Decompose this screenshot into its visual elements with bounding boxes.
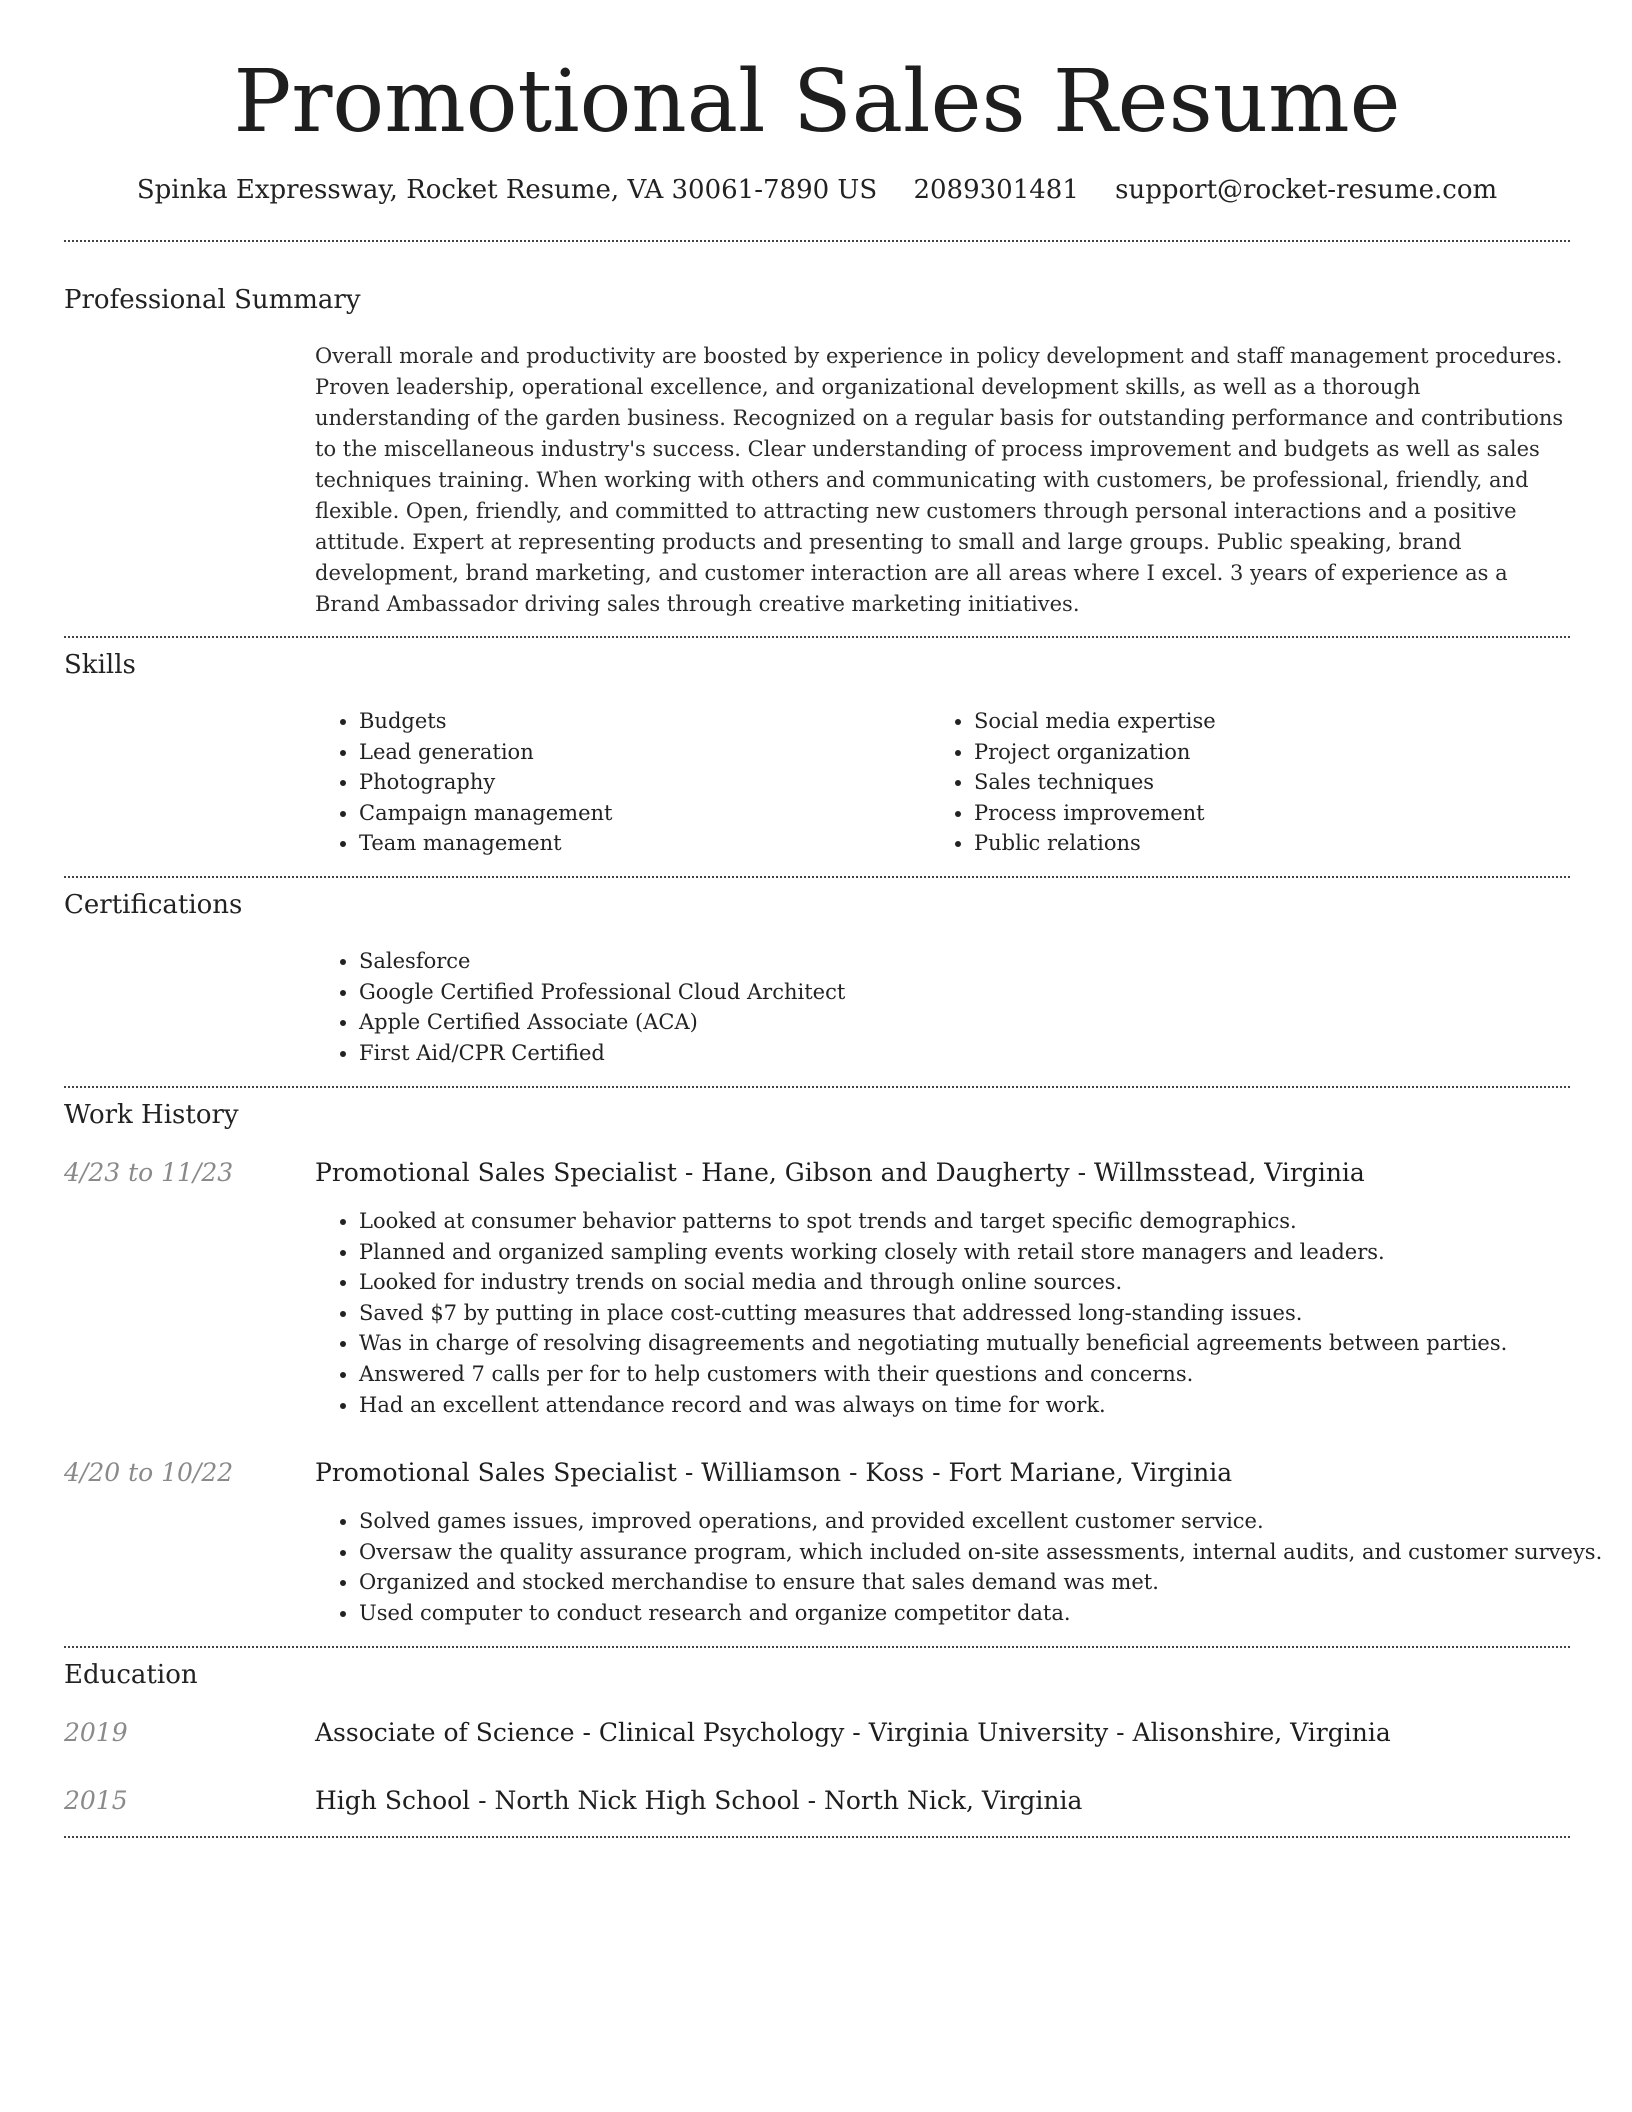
- job-title: Promotional Sales Specialist - Williamson - Koss - Fort Mariane, Virginia: [315, 1458, 1233, 1487]
- job-bullet: • Solved games issues, improved operations, and provided excellent customer service.: [359, 1506, 1602, 1537]
- section-title-work-history: Work History: [64, 1100, 239, 1130]
- summary-text: Overall morale and productivity are boosted by experience in policy development and staff management procedures. Proven leadership, operational excellence, and organizational development skills, as well as a thorough understanding of the garden business. Recognized on a regular basis for outstanding performance and contributions to the miscellaneous industry's success. Clear understanding of process improvement and budgets as well as sales techniques training. When working with others and communicating with customers, be professional, friendly, and flexible. Open, friendly, and committed to attracting new customers through personal interactions and a positive attitude. Expert at representing products and presenting to small and large groups. Public speaking, brand development, brand marketing, and customer interaction are all areas where I excel. 3 years of experience as a Brand Ambassador driving sales through creative marketing initiatives.: [315, 344, 1564, 616]
- job-bullet: • Looked for industry trends on social media and through online sources.: [359, 1267, 1507, 1298]
- contact-address: Spinka Expressway, Rocket Resume, VA 30061-7890 US: [136, 175, 878, 205]
- skill-item: • Sales techniques: [974, 767, 1216, 798]
- skill-item: • Campaign management: [359, 798, 612, 829]
- contact-line: [64, 172, 1570, 208]
- skill-item: • Photography: [359, 767, 612, 798]
- skill-item: • Team management: [359, 828, 612, 859]
- contact-email: support@rocket-resume.com: [1115, 175, 1498, 205]
- education-detail: High School - North Nick High School - North Nick, Virginia: [315, 1786, 1083, 1815]
- skills-list-left: [315, 706, 612, 859]
- education-year: 2019: [64, 1718, 128, 1747]
- divider: [64, 1836, 1570, 1838]
- contact-phone: 2089301481: [913, 175, 1079, 205]
- job-bullets: [315, 1506, 1602, 1628]
- job-bullet: • Looked at consumer behavior patterns to spot trends and target specific demographics.: [359, 1206, 1507, 1237]
- certifications-list: [315, 946, 845, 1068]
- job-bullet: • Had an excellent attendance record and was always on time for work.: [359, 1390, 1507, 1421]
- skill-item: • Lead generation: [359, 737, 612, 768]
- job-dates: 4/23 to 11/23: [64, 1158, 234, 1187]
- skill-item: • Social media expertise: [974, 706, 1216, 737]
- section-title-certifications: Certifications: [64, 890, 243, 920]
- job-bullet: • Organized and stocked merchandise to ensure that sales demand was met.: [359, 1567, 1602, 1598]
- divider: [64, 1086, 1570, 1088]
- skill-item: • Process improvement: [974, 798, 1216, 829]
- skill-item: • Budgets: [359, 706, 612, 737]
- divider: [64, 636, 1570, 638]
- certification-item: • Apple Certified Associate (ACA): [359, 1007, 845, 1038]
- divider: [64, 876, 1570, 878]
- skills-list-right: [930, 706, 1216, 859]
- divider: [64, 1646, 1570, 1648]
- job-bullet: • Used computer to conduct research and organize competitor data.: [359, 1598, 1602, 1629]
- divider: [64, 240, 1570, 242]
- education-detail: Associate of Science - Clinical Psychology - Virginia University - Alisonshire, Virginia: [315, 1718, 1391, 1747]
- job-bullet: • Answered 7 calls per for to help customers with their questions and concerns.: [359, 1359, 1507, 1390]
- section-title-summary: Professional Summary: [64, 285, 361, 315]
- skill-item: • Public relations: [974, 828, 1216, 859]
- resume-title: Promotional Sales Resume: [233, 52, 1401, 152]
- job-bullet: • Saved $7 by putting in place cost-cutting measures that addressed long-standing issues.: [359, 1298, 1507, 1329]
- job-bullet: • Planned and organized sampling events working closely with retail store managers and leaders.: [359, 1237, 1507, 1268]
- certification-item: • Google Certified Professional Cloud Architect: [359, 977, 845, 1008]
- section-title-skills: Skills: [64, 650, 136, 680]
- job-dates: 4/20 to 10/22: [64, 1458, 234, 1487]
- section-title-education: Education: [64, 1660, 198, 1690]
- job-bullets: [315, 1206, 1507, 1420]
- job-bullet: • Oversaw the quality assurance program, which included on-site assessments, internal audits, and customer surveys.: [359, 1537, 1602, 1568]
- certification-item: • First Aid/CPR Certified: [359, 1038, 845, 1069]
- certification-item: • Salesforce: [359, 946, 845, 977]
- job-title: Promotional Sales Specialist - Hane, Gibson and Daugherty - Willmsstead, Virginia: [315, 1158, 1365, 1187]
- skill-item: • Project organization: [974, 737, 1216, 768]
- job-bullet: • Was in charge of resolving disagreements and negotiating mutually beneficial agreements between parties.: [359, 1328, 1507, 1359]
- education-year: 2015: [64, 1786, 128, 1815]
- summary-section: [315, 341, 1570, 620]
